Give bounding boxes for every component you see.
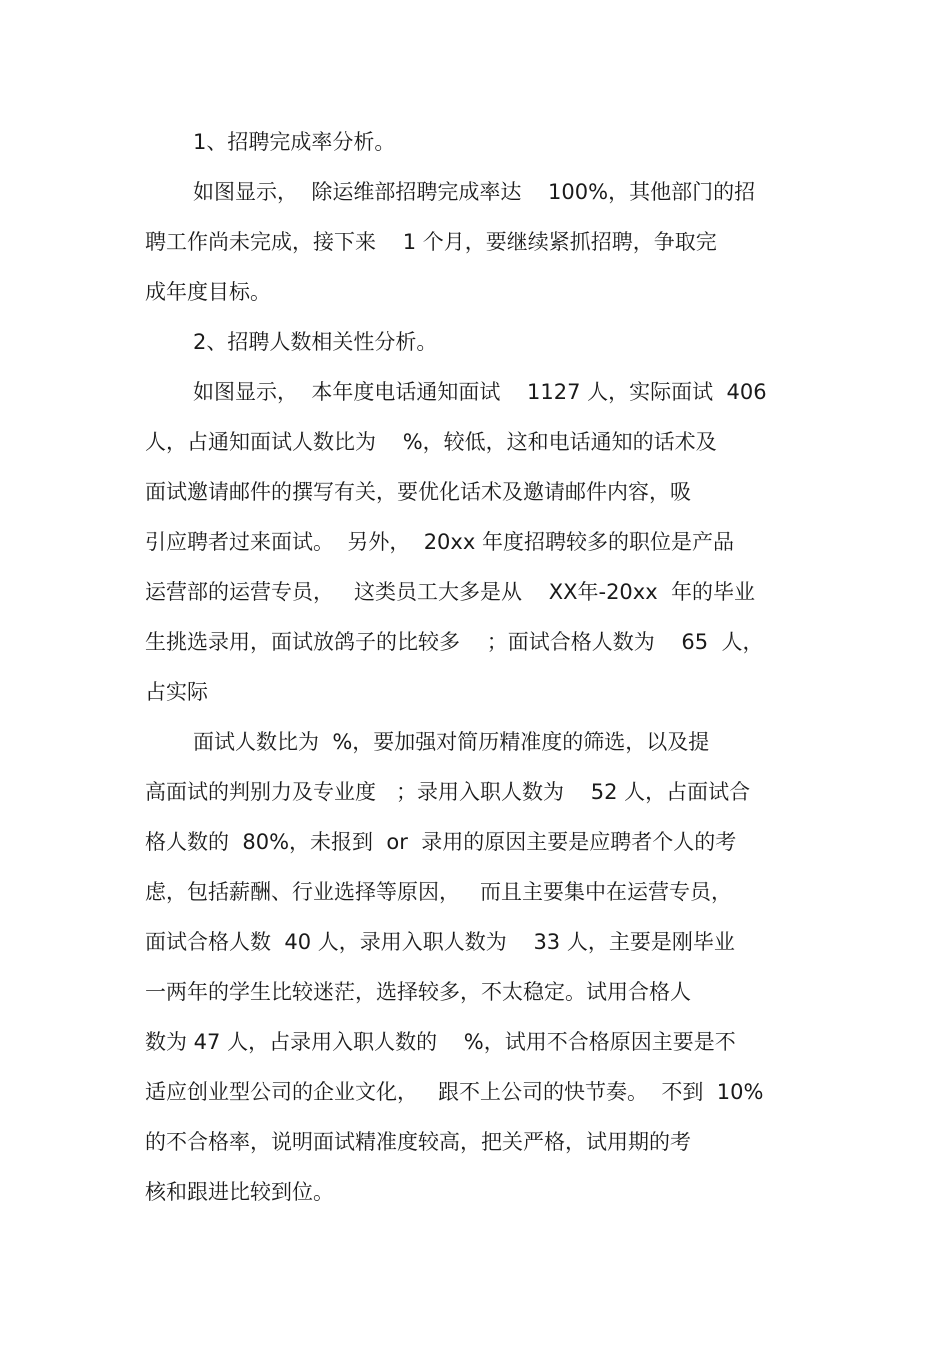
paragraph-line: 面试人数比为 %，要加强对简历精准度的筛选，以及提 (193, 730, 710, 754)
paragraph-line: 人，占通知面试人数比为 %，较低，这和电话通知的话术及 (145, 430, 717, 454)
paragraph-line: 如图显示， 除运维部招聘完成率达 100%，其他部门的招 (193, 180, 756, 204)
paragraph-line: 一两年的学生比较迷茫，选择较多，不太稳定。试用合格人 (145, 980, 691, 1004)
paragraph-line: 的不合格率，说明面试精准度较高，把关严格，试用期的考 (145, 1130, 691, 1154)
paragraph-line: 数为 47 人，占录用入职人数的 %，试用不合格原因主要是不 (145, 1030, 736, 1054)
paragraph-line: 适应创业型公司的企业文化， 跟不上公司的快节奏。 不到 10% (145, 1080, 764, 1104)
heading-recruitment-completion-rate: 1、招聘完成率分析。 (193, 130, 396, 154)
paragraph-line: 虑，包括薪酬、行业选择等原因， 而且主要集中在运营专员， (145, 880, 733, 904)
paragraph-line: 如图显示， 本年度电话通知面试 1127 人，实际面试 406 (193, 380, 767, 404)
paragraph-line: 聘工作尚未完成，接下来 1 个月，要继续紧抓招聘，争取完 (145, 230, 717, 254)
paragraph-line: 高面试的判别力及专业度 ；录用入职人数为 52 人，占面试合 (145, 780, 751, 804)
paragraph-line: 生挑选录用，面试放鸽子的比较多 ；面试合格人数为 65 人， (145, 630, 764, 654)
paragraph-line: 运营部的运营专员， 这类员工大多是从 XX年-20xx 年的毕业 (145, 580, 756, 604)
paragraph-line: 占实际 (145, 680, 208, 704)
paragraph-line: 面试邀请邮件的撰写有关，要优化话术及邀请邮件内容，吸 (145, 480, 691, 504)
heading-recruitment-correlation: 2、招聘人数相关性分析。 (193, 330, 438, 354)
paragraph-line: 成年度目标。 (145, 280, 271, 304)
paragraph-line: 核和跟进比较到位。 (145, 1180, 334, 1204)
paragraph-line: 引应聘者过来面试。 另外， 20xx 年度招聘较多的职位是产品 (145, 530, 734, 554)
paragraph-line: 面试合格人数 40 人，录用入职人数为 33 人，主要是刚毕业 (145, 930, 735, 954)
paragraph-line: 格人数的 80%，未报到 or 录用的原因主要是应聘者个人的考 (145, 830, 737, 854)
